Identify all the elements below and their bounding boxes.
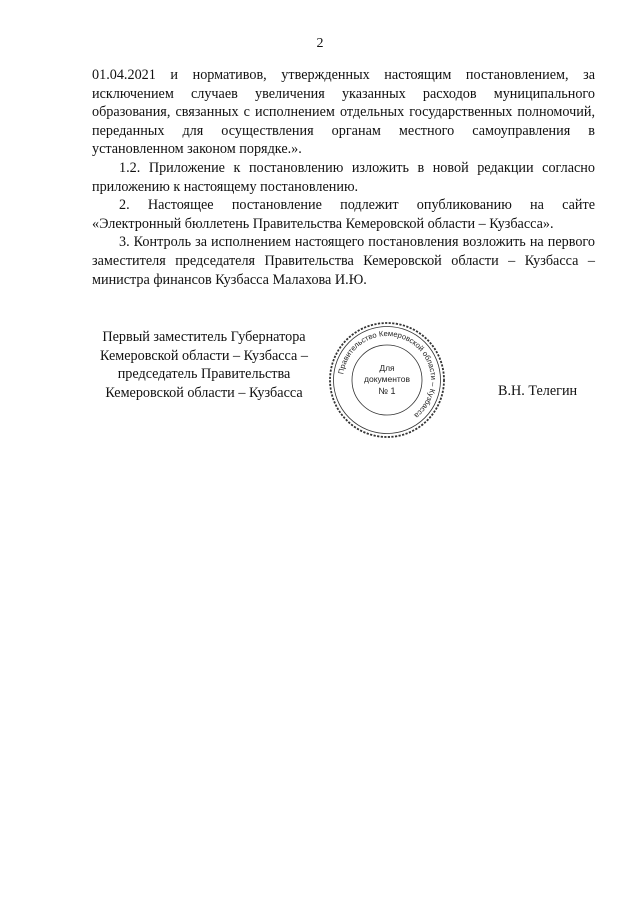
signatory-line: Первый заместитель Губернатора [102,329,306,345]
stamp-center-line: документов [364,374,410,384]
signatory-line: Кемеровской области – Кузбасса – [100,347,308,364]
stamp-ring-text: Правительство Кемеровской области – Кузбасса [336,328,439,421]
stamp-center-line: Для [379,363,395,373]
page-number: 2 [316,36,324,51]
paragraph-1-2: 1.2. Приложение к постановлению изложить в новой редакции согласно приложению к настоящему постановлению. [92,159,595,195]
document-body [92,66,595,289]
signatory-title [86,328,322,402]
official-stamp [327,320,447,440]
paragraph-3: 3. Контроль за исполнением настоящего постановления возложить на первого заместителя председателя Правительства Кемеровской области – Кузбасса – министра финансов Кузбасса Малахова И.Ю. [92,234,595,288]
signer-name: В.Н. Телегин [498,383,578,399]
paragraph-2: 2. Настоящее постановление подлежит опубликованию на сайте «Электронный бюллетень Правительства Кемеровской области – Кузбасса». [92,197,595,232]
signatory-line: Кемеровской области – Кузбасса [105,384,303,401]
paragraph-continuation: 01.04.2021 и нормативов, утвержденных настоящим постановлением, за исключением случаев увеличения указанных расходов муниципального образования, связанных с исполнением отдельных государственных полномочий, переданных для осуществления органам местного самоуправления в установленном законом порядке.». [92,67,595,158]
stamp-center-line: № 1 [378,386,396,396]
signatory-line: председатель Правительства [117,366,291,383]
